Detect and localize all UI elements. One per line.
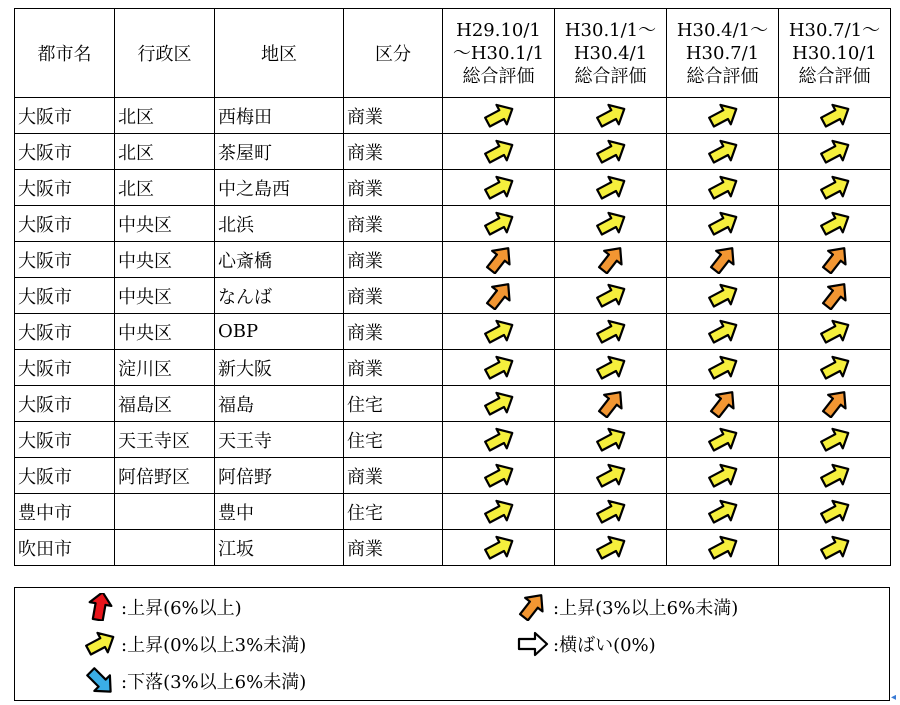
header-period-2-line2: H30.4/1 (573, 42, 648, 64)
cell-trend-period-1 (443, 494, 555, 530)
table-row (15, 134, 891, 170)
cell-trend-period-3 (667, 206, 779, 242)
header-district: 地区 (215, 9, 344, 98)
cell-district: 天王寺 (215, 422, 344, 458)
trend-arrow-icon (555, 102, 666, 130)
cell-trend-period-3 (667, 458, 779, 494)
table-row (15, 278, 891, 314)
trend-arrow-icon (779, 534, 890, 562)
cell-trend-period-4 (779, 386, 891, 422)
header-period-1-line1: H29.10/1 (456, 19, 541, 41)
cell-district: 心斎橋 (215, 242, 344, 278)
cell-trend-period-2 (555, 242, 667, 278)
cell-trend-period-2 (555, 278, 667, 314)
cell-trend-period-2 (555, 350, 667, 386)
cell-trend-period-1 (443, 458, 555, 494)
cell-trend-period-4 (779, 206, 891, 242)
header-period-2-line1: H30.1/1～ (564, 19, 657, 41)
trend-arrow-icon (667, 498, 778, 526)
cell-district: なんば (215, 278, 344, 314)
cell-category: 商業 (344, 206, 443, 242)
trend-arrow-icon (443, 210, 554, 238)
cell-trend-period-4 (779, 350, 891, 386)
cell-city: 大阪市 (15, 386, 115, 422)
cell-category: 商業 (344, 242, 443, 278)
legend-label-flat: :横ばい(0%) (553, 635, 656, 656)
legend-label-up-slight: :上昇(0%以上3%未満) (121, 635, 307, 656)
cell-district: 西梅田 (215, 98, 344, 134)
cell-ward: 中央区 (115, 278, 215, 314)
legend-item-up-strong (83, 593, 242, 621)
trend-arrow-icon (779, 138, 890, 166)
cell-city: 大阪市 (15, 314, 115, 350)
trend-arrow-icon (667, 138, 778, 166)
cell-trend-period-4 (779, 98, 891, 134)
cell-category: 商業 (344, 350, 443, 386)
legend-label-up-strong: :上昇(6%以上) (121, 598, 242, 619)
cell-trend-period-1 (443, 350, 555, 386)
cell-trend-period-4 (779, 530, 891, 566)
cell-trend-period-2 (555, 134, 667, 170)
trend-arrow-icon (555, 498, 666, 526)
corner-marker-icon: ◂ (890, 692, 896, 703)
trend-arrow-icon (779, 174, 890, 202)
cell-trend-period-1 (443, 314, 555, 350)
trend-arrow-icon (555, 210, 666, 238)
trend-arrow-icon (779, 282, 890, 310)
trend-arrow-icon (555, 174, 666, 202)
trend-arrow-icon (443, 318, 554, 346)
cell-category: 住宅 (344, 386, 443, 422)
cell-ward: 天王寺区 (115, 422, 215, 458)
legend-label-up-moderate: :上昇(3%以上6%未満) (553, 598, 739, 619)
cell-trend-period-3 (667, 530, 779, 566)
legend-label-down-moderate: :下落(3%以上6%未満) (121, 672, 307, 693)
table-row (15, 386, 891, 422)
cell-trend-period-4 (779, 278, 891, 314)
cell-trend-period-4 (779, 134, 891, 170)
cell-trend-period-1 (443, 170, 555, 206)
cell-trend-period-2 (555, 170, 667, 206)
trend-arrow-icon (779, 426, 890, 454)
cell-city: 大阪市 (15, 98, 115, 134)
cell-category: 商業 (344, 278, 443, 314)
cell-ward: 中央区 (115, 206, 215, 242)
cell-ward: 淀川区 (115, 350, 215, 386)
cell-ward: 中央区 (115, 314, 215, 350)
trend-arrow-icon (555, 282, 666, 310)
cell-trend-period-2 (555, 422, 667, 458)
white-right-arrow-icon (515, 630, 549, 658)
cell-trend-period-2 (555, 530, 667, 566)
header-period-3-line3: 総合評価 (686, 65, 759, 87)
cell-city: 大阪市 (15, 170, 115, 206)
trend-arrow-icon (555, 426, 666, 454)
trend-arrow-icon (779, 354, 890, 382)
trend-arrow-icon (443, 246, 554, 274)
trend-arrow-icon (779, 246, 890, 274)
cell-trend-period-4 (779, 314, 891, 350)
table-row (15, 98, 891, 134)
cell-city: 大阪市 (15, 422, 115, 458)
trend-arrow-icon (443, 354, 554, 382)
trend-arrow-icon (443, 282, 554, 310)
trend-arrow-icon (667, 210, 778, 238)
cell-trend-period-1 (443, 98, 555, 134)
table-row (15, 458, 891, 494)
cell-trend-period-3 (667, 98, 779, 134)
cell-ward (115, 530, 215, 566)
trend-arrow-icon (667, 102, 778, 130)
cell-trend-period-1 (443, 386, 555, 422)
table-header-row (15, 9, 891, 98)
trend-arrow-icon (443, 534, 554, 562)
cell-trend-period-3 (667, 278, 779, 314)
trend-arrow-icon (667, 354, 778, 382)
header-period-4-line1: H30.7/1～ (788, 19, 881, 41)
trend-arrow-icon (779, 102, 890, 130)
cell-district: 北浜 (215, 206, 344, 242)
cell-trend-period-2 (555, 314, 667, 350)
trend-arrow-icon (555, 462, 666, 490)
header-period-1 (443, 9, 555, 98)
trend-arrow-icon (443, 498, 554, 526)
table-row (15, 170, 891, 206)
trend-arrow-icon (779, 462, 890, 490)
cell-ward: 北区 (115, 134, 215, 170)
header-period-2-line3: 総合評価 (574, 65, 647, 87)
table-body (15, 98, 891, 566)
trend-arrow-icon (555, 390, 666, 418)
trend-arrow-icon (555, 318, 666, 346)
cell-trend-period-1 (443, 134, 555, 170)
header-period-4-line3: 総合評価 (798, 65, 871, 87)
red-up-arrow-icon (83, 593, 117, 621)
trend-arrow-icon (779, 318, 890, 346)
cell-trend-period-2 (555, 206, 667, 242)
header-period-4 (779, 9, 891, 98)
cell-city: 吹田市 (15, 530, 115, 566)
cell-trend-period-3 (667, 386, 779, 422)
trend-arrow-icon (667, 426, 778, 454)
trend-arrow-icon (443, 174, 554, 202)
trend-arrow-icon (779, 498, 890, 526)
trend-arrow-icon (555, 534, 666, 562)
cell-category: 商業 (344, 98, 443, 134)
legend-item-down-moderate (83, 667, 306, 695)
cell-trend-period-3 (667, 242, 779, 278)
header-city: 都市名 (15, 9, 115, 98)
trend-arrow-icon (667, 282, 778, 310)
land-price-trend-table (14, 8, 891, 566)
trend-arrow-icon (443, 390, 554, 418)
trend-arrow-icon (667, 390, 778, 418)
cell-trend-period-3 (667, 134, 779, 170)
table-row (15, 206, 891, 242)
cell-trend-period-4 (779, 170, 891, 206)
cell-ward (115, 494, 215, 530)
trend-arrow-icon (667, 174, 778, 202)
cell-district: 豊中 (215, 494, 344, 530)
cell-city: 豊中市 (15, 494, 115, 530)
header-ward: 行政区 (115, 9, 215, 98)
header-period-1-line2: ～H30.1/1 (452, 42, 545, 64)
table-row (15, 242, 891, 278)
cell-ward: 北区 (115, 170, 215, 206)
cell-trend-period-1 (443, 206, 555, 242)
cell-trend-period-4 (779, 494, 891, 530)
header-period-2 (555, 9, 667, 98)
cell-city: 大阪市 (15, 242, 115, 278)
cell-trend-period-3 (667, 350, 779, 386)
cell-district: 福島 (215, 386, 344, 422)
cell-category: 商業 (344, 530, 443, 566)
trend-arrow-icon (555, 138, 666, 166)
cell-district: 茶屋町 (215, 134, 344, 170)
trend-arrow-icon (667, 318, 778, 346)
cell-city: 大阪市 (15, 134, 115, 170)
legend-item-flat (515, 630, 656, 658)
legend-item-up-moderate (515, 593, 738, 621)
trend-arrow-icon (443, 426, 554, 454)
table-row (15, 314, 891, 350)
header-period-4-line2: H30.10/1 (792, 42, 877, 64)
trend-arrow-icon (443, 102, 554, 130)
trend-arrow-icon (779, 210, 890, 238)
cell-city: 大阪市 (15, 458, 115, 494)
trend-arrow-icon (667, 534, 778, 562)
cell-city: 大阪市 (15, 278, 115, 314)
cell-district: OBP (215, 314, 344, 350)
cell-trend-period-3 (667, 494, 779, 530)
cell-category: 商業 (344, 134, 443, 170)
header-period-1-line3: 総合評価 (462, 65, 535, 87)
cell-trend-period-1 (443, 242, 555, 278)
header-period-3 (667, 9, 779, 98)
trend-arrow-icon (779, 390, 890, 418)
cell-district: 江坂 (215, 530, 344, 566)
cell-district: 新大阪 (215, 350, 344, 386)
cell-trend-period-2 (555, 494, 667, 530)
blue-down-arrow-icon (83, 667, 117, 695)
header-period-3-line2: H30.7/1 (685, 42, 760, 64)
table-row (15, 350, 891, 386)
cell-trend-period-1 (443, 422, 555, 458)
cell-ward: 中央区 (115, 242, 215, 278)
cell-category: 商業 (344, 314, 443, 350)
cell-district: 中之島西 (215, 170, 344, 206)
cell-category: 商業 (344, 458, 443, 494)
cell-category: 住宅 (344, 422, 443, 458)
cell-trend-period-3 (667, 314, 779, 350)
cell-trend-period-3 (667, 422, 779, 458)
cell-trend-period-2 (555, 458, 667, 494)
table-row (15, 530, 891, 566)
cell-trend-period-4 (779, 242, 891, 278)
cell-city: 大阪市 (15, 206, 115, 242)
cell-trend-period-1 (443, 530, 555, 566)
header-category: 区分 (344, 9, 443, 98)
cell-trend-period-2 (555, 98, 667, 134)
table-row (15, 494, 891, 530)
header-period-3-line1: H30.4/1～ (676, 19, 769, 41)
yellow-diagonal-arrow-icon (83, 630, 117, 658)
cell-ward: 北区 (115, 98, 215, 134)
legend (14, 587, 890, 701)
cell-trend-period-2 (555, 386, 667, 422)
trend-arrow-icon (555, 246, 666, 274)
legend-item-up-slight (83, 630, 306, 658)
cell-category: 商業 (344, 170, 443, 206)
cell-trend-period-4 (779, 422, 891, 458)
table-row (15, 422, 891, 458)
cell-city: 大阪市 (15, 350, 115, 386)
cell-trend-period-4 (779, 458, 891, 494)
trend-arrow-icon (667, 246, 778, 274)
trend-arrow-icon (443, 138, 554, 166)
cell-ward: 福島区 (115, 386, 215, 422)
trend-arrow-icon (443, 462, 554, 490)
cell-ward: 阿倍野区 (115, 458, 215, 494)
cell-category: 住宅 (344, 494, 443, 530)
trend-arrow-icon (667, 462, 778, 490)
cell-trend-period-3 (667, 170, 779, 206)
cell-trend-period-1 (443, 278, 555, 314)
orange-diagonal-arrow-icon (515, 593, 549, 621)
cell-district: 阿倍野 (215, 458, 344, 494)
trend-arrow-icon (555, 354, 666, 382)
